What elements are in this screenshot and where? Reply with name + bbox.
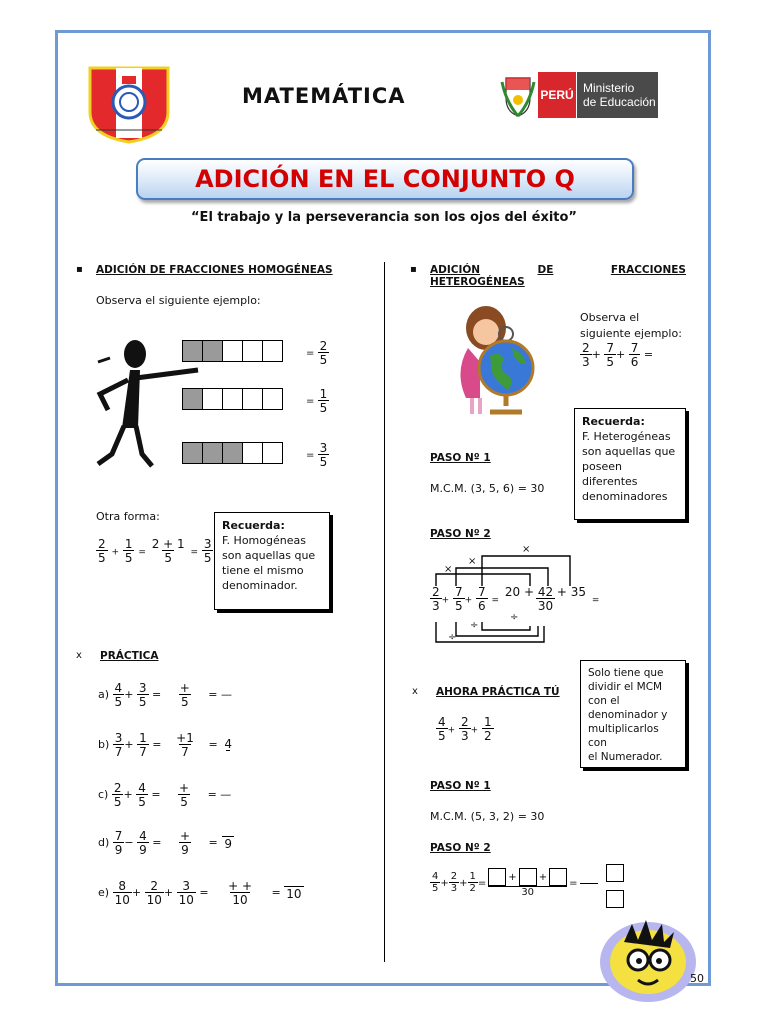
bar-3-equation: = $\frac{3}{5}$ [306, 441, 328, 469]
result-line [580, 883, 598, 884]
girl-with-globe-illustration [446, 302, 542, 418]
divide-mark: ÷ [448, 632, 457, 643]
fraction-bar-2 [182, 388, 282, 410]
bullet-icon-right: ▪ [410, 264, 417, 275]
paso-2b-heading: PASO Nº 2 [430, 842, 491, 854]
column-divider [384, 262, 385, 962]
page-title: MATEMÁTICA [242, 84, 406, 108]
bar-1-equation: = $\frac{2}{5}$ [306, 339, 328, 367]
answer-box[interactable] [519, 868, 537, 886]
heading-heterogeneas: ADICIÓN DE FRACCIONES HETEROGÉNEAS [430, 264, 686, 288]
mcm-1: M.C.M. (3, 5, 6) = 30 [430, 482, 545, 495]
practica-heading: PRÁCTICA [100, 650, 159, 662]
section-banner: ADICIÓN EN EL CONJUNTO Q [136, 158, 634, 200]
solo-tiene-note: Solo tiene que dividir el MCM con el denominador y multiplicarlos con el Numerador. [580, 660, 686, 768]
paso-2-fractions: $\frac{2}{3}$ + $\frac{7}{5}$ + $\frac{7}{6}$ = $\frac{20 + 42 + 35}{30}$ = [432, 585, 600, 613]
page-number: 50 [690, 972, 704, 985]
heading-homogeneas: ADICIÓN DE FRACCIONES HOMOGÉNEAS [96, 264, 333, 276]
times-mark: × [444, 564, 453, 575]
times-mark: × [468, 556, 477, 567]
motto-quote: “El trabajo y la perseverancia son los ojos del éxito” [191, 210, 577, 225]
ahora-practica-heading: AHORA PRÁCTICA TÚ [436, 686, 560, 698]
paso-1b-heading: PASO Nº 1 [430, 780, 491, 792]
times-mark: × [522, 544, 531, 555]
recuerda-note-heterogeneas: Recuerda: F. Heterogéneas son aquellas que poseen diferentes denominadores [574, 408, 686, 520]
practice-item-e: e) $\frac{8}{10}$ + $\frac{2}{10}$ + $\frac{3}{10}$ = $\frac{+ +}{10}$ = 10 [98, 879, 302, 907]
otra-forma-label: Otra forma: [96, 510, 160, 523]
answer-numerator-group: + + 30 [488, 868, 567, 898]
answer-box[interactable] [549, 868, 567, 886]
answer-box-result-top[interactable] [606, 864, 624, 882]
recuerda-note-homogeneas: Recuerda: F. Homogéneas son aquellas que tiene el mismo denominador. [214, 512, 330, 610]
observa-text: Observa el siguiente ejemplo: [96, 294, 261, 307]
mascot-illustration [598, 918, 696, 1004]
paso-1-heading: PASO Nº 1 [430, 452, 491, 464]
school-logo [86, 64, 172, 144]
peru-shield-icon [500, 72, 536, 118]
practice-item-c: c) $\frac{2}{5}$ + $\frac{4}{5}$ = $\frac{+}{5}$ = — [98, 781, 232, 809]
bullet-icon: ▪ [76, 264, 83, 275]
paso-2b-equation: $\frac{4}{5}$ + $\frac{2}{3}$ + $\frac{1}{2}$ = + + 30 = [430, 868, 598, 898]
ahora-example: $\frac{4}{5}$ + $\frac{2}{3}$ + $\frac{1}{2}$ [438, 715, 492, 743]
practice-item-b: b) $\frac{3}{7}$ + $\frac{1}{7}$ = $\frac{+1}{7}$ = 4 [98, 731, 233, 759]
answer-box-result-bottom[interactable] [606, 890, 624, 908]
paso-2-heading: PASO Nº 2 [430, 528, 491, 540]
otra-forma-equation: $\frac{2}{5}$ + $\frac{1}{5}$ = $\frac{2 + 1}{5}$ = $\frac{3}{5}$ [98, 537, 212, 565]
ministry-name-line2: de Educación [583, 95, 656, 109]
heterogeneas-example: $\frac{2}{3}$ + $\frac{7}{5}$ + $\frac{7}{6}$ = [582, 341, 654, 369]
ministry-name-line1: Ministerio [583, 81, 635, 95]
note-title: Recuerda: [222, 519, 285, 532]
bar-cells [182, 340, 282, 362]
mcm-2: M.C.M. (5, 3, 2) = 30 [430, 810, 545, 823]
practice-item-d: d) $\frac{7}{9}$ − $\frac{4}{9}$ = $\frac{+}{9}$ = 9 [98, 829, 233, 857]
ahora-bullet: x [412, 686, 418, 697]
bar-2-equation: = $\frac{1}{5}$ [306, 387, 328, 415]
ministry-logo [500, 72, 660, 120]
divide-mark: ÷ [470, 620, 479, 631]
practice-item-a: a) $\frac{4}{5}$ + $\frac{3}{5}$ = $\frac{+}{5}$ = — [98, 681, 232, 709]
fraction-bar-1 [182, 340, 282, 362]
fraction-bar-3 [182, 442, 282, 464]
practica-bullet: x [76, 650, 82, 661]
answer-box[interactable] [488, 868, 506, 886]
divide-mark: ÷ [510, 612, 519, 623]
paso-2-diagram [426, 544, 626, 648]
peru-brand: PERÚ [538, 72, 576, 118]
observa-right: Observa el siguiente ejemplo: [580, 311, 682, 340]
